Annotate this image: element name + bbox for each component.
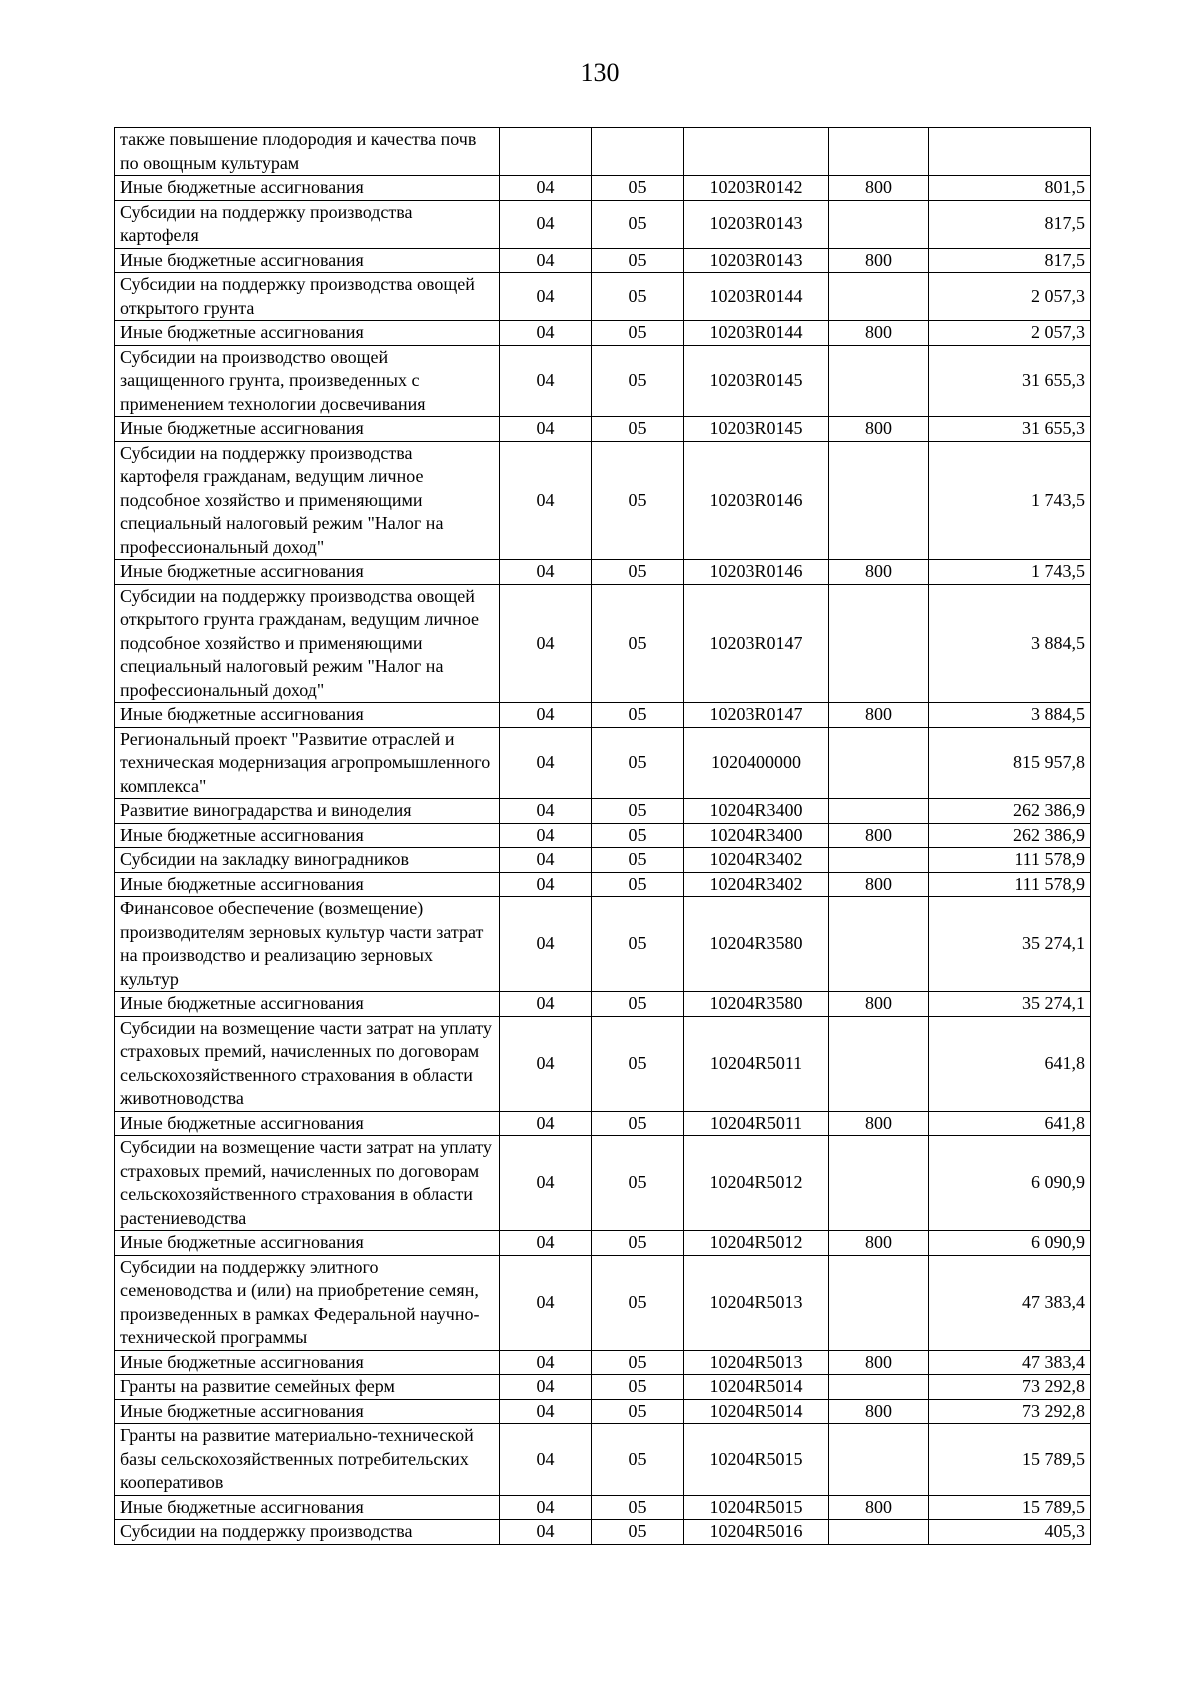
table-row [115, 584, 1091, 703]
row-expense-type-cell: 800 [829, 1231, 929, 1256]
row-target-article-cell: 10204R3400 [684, 799, 829, 824]
row-amount-cell: 15 789,5 [929, 1424, 1091, 1496]
row-subsection-cell: 05 [592, 176, 684, 201]
table-row [115, 872, 1091, 897]
row-section-cell: 04 [500, 1255, 592, 1350]
row-target-article-cell [684, 128, 829, 176]
row-subsection-cell: 05 [592, 848, 684, 873]
row-amount-cell: 111 578,9 [929, 872, 1091, 897]
row-name-cell: Субсидии на возмещение части затрат на уплату страховых премий, начисленных по договорам сельскохозяйственного страхования в области животноводства [115, 1016, 500, 1111]
table-row [115, 1399, 1091, 1424]
row-amount-cell: 2 057,3 [929, 273, 1091, 321]
table-row [115, 345, 1091, 417]
row-section-cell: 04 [500, 248, 592, 273]
row-subsection-cell: 05 [592, 200, 684, 248]
row-amount-cell: 111 578,9 [929, 848, 1091, 873]
row-target-article-cell: 10204R5011 [684, 1111, 829, 1136]
row-section-cell: 04 [500, 872, 592, 897]
row-target-article-cell: 10204R3400 [684, 823, 829, 848]
row-expense-type-cell: 800 [829, 417, 929, 442]
row-expense-type-cell [829, 1255, 929, 1350]
row-expense-type-cell: 800 [829, 1399, 929, 1424]
row-section-cell: 04 [500, 799, 592, 824]
row-target-article-cell: 10204R3402 [684, 848, 829, 873]
row-expense-type-cell [829, 441, 929, 560]
row-target-article-cell: 10203R0143 [684, 200, 829, 248]
row-section-cell: 04 [500, 992, 592, 1017]
row-expense-type-cell [829, 848, 929, 873]
row-target-article-cell: 10203R0143 [684, 248, 829, 273]
row-amount-cell: 817,5 [929, 200, 1091, 248]
row-name-cell: Иные бюджетные ассигнования [115, 1495, 500, 1520]
row-name-cell: Субсидии на поддержку производства овощей открытого грунта [115, 273, 500, 321]
table-row [115, 560, 1091, 585]
table-row [115, 823, 1091, 848]
table-row [115, 703, 1091, 728]
table-row [115, 1350, 1091, 1375]
row-name-cell: Иные бюджетные ассигнования [115, 1350, 500, 1375]
row-target-article-cell: 10204R5014 [684, 1399, 829, 1424]
row-amount-cell: 641,8 [929, 1016, 1091, 1111]
row-subsection-cell: 05 [592, 799, 684, 824]
row-section-cell: 04 [500, 560, 592, 585]
budget-table [114, 127, 1091, 1545]
row-target-article-cell: 10203R0144 [684, 273, 829, 321]
row-section-cell: 04 [500, 1495, 592, 1520]
row-subsection-cell: 05 [592, 823, 684, 848]
row-target-article-cell: 10203R0142 [684, 176, 829, 201]
row-name-cell: Субсидии на возмещение части затрат на уплату страховых премий, начисленных по договорам сельскохозяйственного страхования в области растениеводства [115, 1136, 500, 1231]
row-expense-type-cell [829, 897, 929, 992]
row-target-article-cell: 10204R5011 [684, 1016, 829, 1111]
row-target-article-cell: 10204R5014 [684, 1375, 829, 1400]
row-amount-cell: 262 386,9 [929, 823, 1091, 848]
table-row [115, 848, 1091, 873]
row-name-cell: Иные бюджетные ассигнования [115, 560, 500, 585]
row-subsection-cell: 05 [592, 1520, 684, 1545]
row-amount-cell: 47 383,4 [929, 1350, 1091, 1375]
row-expense-type-cell [829, 1136, 929, 1231]
row-name-cell: Субсидии на производство овощей защищенного грунта, произведенных с применением технологии досвечивания [115, 345, 500, 417]
row-name-cell: Иные бюджетные ассигнования [115, 417, 500, 442]
row-expense-type-cell [829, 345, 929, 417]
row-section-cell: 04 [500, 823, 592, 848]
row-expense-type-cell: 800 [829, 1495, 929, 1520]
row-expense-type-cell: 800 [829, 321, 929, 346]
row-amount-cell: 31 655,3 [929, 417, 1091, 442]
table-row [115, 1016, 1091, 1111]
row-expense-type-cell: 800 [829, 872, 929, 897]
table-row [115, 1495, 1091, 1520]
row-subsection-cell [592, 128, 684, 176]
row-section-cell: 04 [500, 1424, 592, 1496]
row-target-article-cell: 10204R5012 [684, 1136, 829, 1231]
row-section-cell: 04 [500, 1350, 592, 1375]
row-section-cell: 04 [500, 897, 592, 992]
table-row [115, 1424, 1091, 1496]
table-row [115, 321, 1091, 346]
row-subsection-cell: 05 [592, 727, 684, 799]
row-target-article-cell: 10204R5013 [684, 1350, 829, 1375]
row-amount-cell: 31 655,3 [929, 345, 1091, 417]
row-target-article-cell: 10204R5015 [684, 1424, 829, 1496]
row-target-article-cell: 1020400000 [684, 727, 829, 799]
row-section-cell: 04 [500, 176, 592, 201]
row-section-cell: 04 [500, 848, 592, 873]
row-subsection-cell: 05 [592, 1016, 684, 1111]
row-target-article-cell: 10204R5012 [684, 1231, 829, 1256]
row-section-cell [500, 128, 592, 176]
page-number: 130 [580, 58, 620, 87]
row-amount-cell: 35 274,1 [929, 897, 1091, 992]
row-target-article-cell: 10204R3580 [684, 897, 829, 992]
row-section-cell: 04 [500, 703, 592, 728]
row-amount-cell: 3 884,5 [929, 703, 1091, 728]
row-section-cell: 04 [500, 1520, 592, 1545]
row-amount-cell: 641,8 [929, 1111, 1091, 1136]
row-name-cell: Субсидии на поддержку производства овощей открытого грунта гражданам, ведущим личное подсобное хозяйство и применяющими специальный налоговый режим "Налог на профессиональный доход" [115, 584, 500, 703]
row-subsection-cell: 05 [592, 1111, 684, 1136]
row-name-cell: Региональный проект "Развитие отраслей и техническая модернизация агропромышленного комплекса" [115, 727, 500, 799]
row-expense-type-cell [829, 799, 929, 824]
row-subsection-cell: 05 [592, 441, 684, 560]
row-expense-type-cell: 800 [829, 248, 929, 273]
table-row [115, 1375, 1091, 1400]
row-amount-cell [929, 128, 1091, 176]
row-target-article-cell: 10204R5016 [684, 1520, 829, 1545]
row-subsection-cell: 05 [592, 1255, 684, 1350]
row-name-cell: Иные бюджетные ассигнования [115, 1399, 500, 1424]
table-row [115, 273, 1091, 321]
row-target-article-cell: 10203R0147 [684, 584, 829, 703]
row-name-cell: Субсидии на поддержку производства картофеля [115, 200, 500, 248]
row-name-cell: Иные бюджетные ассигнования [115, 248, 500, 273]
table-row [115, 417, 1091, 442]
row-name-cell: Иные бюджетные ассигнования [115, 1111, 500, 1136]
row-section-cell: 04 [500, 200, 592, 248]
row-target-article-cell: 10203R0145 [684, 345, 829, 417]
row-subsection-cell: 05 [592, 1231, 684, 1256]
row-target-article-cell: 10204R5013 [684, 1255, 829, 1350]
row-amount-cell: 815 957,8 [929, 727, 1091, 799]
row-amount-cell: 3 884,5 [929, 584, 1091, 703]
row-subsection-cell: 05 [592, 872, 684, 897]
row-amount-cell: 6 090,9 [929, 1231, 1091, 1256]
row-subsection-cell: 05 [592, 273, 684, 321]
row-amount-cell: 2 057,3 [929, 321, 1091, 346]
table-row [115, 992, 1091, 1017]
row-target-article-cell: 10204R3402 [684, 872, 829, 897]
row-expense-type-cell: 800 [829, 992, 929, 1017]
row-name-cell: Иные бюджетные ассигнования [115, 872, 500, 897]
row-expense-type-cell [829, 200, 929, 248]
row-section-cell: 04 [500, 273, 592, 321]
row-target-article-cell: 10203R0147 [684, 703, 829, 728]
row-section-cell: 04 [500, 1399, 592, 1424]
row-expense-type-cell [829, 584, 929, 703]
row-subsection-cell: 05 [592, 703, 684, 728]
row-amount-cell: 73 292,8 [929, 1399, 1091, 1424]
table-row [115, 200, 1091, 248]
row-name-cell: Финансовое обеспечение (возмещение) производителям зерновых культур части затрат на производство и реализацию зерновых культур [115, 897, 500, 992]
row-name-cell: Субсидии на поддержку производства картофеля гражданам, ведущим личное подсобное хозяйство и применяющими специальный налоговый режим "Налог на профессиональный доход" [115, 441, 500, 560]
row-subsection-cell: 05 [592, 1375, 684, 1400]
row-target-article-cell: 10203R0144 [684, 321, 829, 346]
row-subsection-cell: 05 [592, 1495, 684, 1520]
row-name-cell: Иные бюджетные ассигнования [115, 321, 500, 346]
row-subsection-cell: 05 [592, 417, 684, 442]
row-section-cell: 04 [500, 1231, 592, 1256]
row-section-cell: 04 [500, 584, 592, 703]
row-name-cell: Иные бюджетные ассигнования [115, 823, 500, 848]
row-amount-cell: 6 090,9 [929, 1136, 1091, 1231]
row-name-cell: также повышение плодородия и качества почв по овощным культурам [115, 128, 500, 176]
row-section-cell: 04 [500, 1111, 592, 1136]
row-name-cell: Гранты на развитие материально-технической базы сельскохозяйственных потребительских кооперативов [115, 1424, 500, 1496]
row-target-article-cell: 10203R0146 [684, 560, 829, 585]
table-row [115, 441, 1091, 560]
row-name-cell: Субсидии на поддержку элитного семеноводства и (или) на приобретение семян, произведенных в рамках Федеральной научно-технической программы [115, 1255, 500, 1350]
row-subsection-cell: 05 [592, 248, 684, 273]
table-row [115, 248, 1091, 273]
row-expense-type-cell: 800 [829, 560, 929, 585]
table-row [115, 1255, 1091, 1350]
row-section-cell: 04 [500, 727, 592, 799]
row-subsection-cell: 05 [592, 1136, 684, 1231]
row-subsection-cell: 05 [592, 992, 684, 1017]
row-subsection-cell: 05 [592, 1350, 684, 1375]
table-row [115, 1520, 1091, 1545]
table-row [115, 897, 1091, 992]
table-row [115, 1136, 1091, 1231]
table-row [115, 727, 1091, 799]
row-name-cell: Иные бюджетные ассигнования [115, 992, 500, 1017]
row-subsection-cell: 05 [592, 897, 684, 992]
row-section-cell: 04 [500, 321, 592, 346]
table-row [115, 128, 1091, 176]
row-expense-type-cell: 800 [829, 823, 929, 848]
row-section-cell: 04 [500, 441, 592, 560]
row-expense-type-cell [829, 1520, 929, 1545]
row-expense-type-cell [829, 273, 929, 321]
row-amount-cell: 262 386,9 [929, 799, 1091, 824]
row-amount-cell: 73 292,8 [929, 1375, 1091, 1400]
row-expense-type-cell: 800 [829, 703, 929, 728]
budget-table-body [115, 128, 1091, 1545]
table-row [115, 1231, 1091, 1256]
row-expense-type-cell [829, 1375, 929, 1400]
row-section-cell: 04 [500, 345, 592, 417]
row-expense-type-cell: 800 [829, 176, 929, 201]
row-name-cell: Субсидии на закладку виноградников [115, 848, 500, 873]
table-row [115, 1111, 1091, 1136]
row-amount-cell: 15 789,5 [929, 1495, 1091, 1520]
row-name-cell: Развитие виноградарства и виноделия [115, 799, 500, 824]
row-subsection-cell: 05 [592, 1424, 684, 1496]
row-section-cell: 04 [500, 1375, 592, 1400]
row-target-article-cell: 10203R0145 [684, 417, 829, 442]
row-amount-cell: 1 743,5 [929, 441, 1091, 560]
row-expense-type-cell [829, 1016, 929, 1111]
row-section-cell: 04 [500, 1136, 592, 1231]
row-expense-type-cell [829, 128, 929, 176]
row-subsection-cell: 05 [592, 321, 684, 346]
row-subsection-cell: 05 [592, 345, 684, 417]
row-expense-type-cell: 800 [829, 1111, 929, 1136]
row-subsection-cell: 05 [592, 560, 684, 585]
row-name-cell: Иные бюджетные ассигнования [115, 703, 500, 728]
row-name-cell: Субсидии на поддержку производства [115, 1520, 500, 1545]
row-target-article-cell: 10203R0146 [684, 441, 829, 560]
row-name-cell: Иные бюджетные ассигнования [115, 1231, 500, 1256]
row-subsection-cell: 05 [592, 1399, 684, 1424]
row-target-article-cell: 10204R3580 [684, 992, 829, 1017]
row-target-article-cell: 10204R5015 [684, 1495, 829, 1520]
row-amount-cell: 405,3 [929, 1520, 1091, 1545]
row-expense-type-cell: 800 [829, 1350, 929, 1375]
row-expense-type-cell [829, 1424, 929, 1496]
table-row [115, 176, 1091, 201]
row-section-cell: 04 [500, 1016, 592, 1111]
row-amount-cell: 801,5 [929, 176, 1091, 201]
row-expense-type-cell [829, 727, 929, 799]
row-subsection-cell: 05 [592, 584, 684, 703]
row-name-cell: Иные бюджетные ассигнования [115, 176, 500, 201]
table-row [115, 799, 1091, 824]
row-amount-cell: 1 743,5 [929, 560, 1091, 585]
row-amount-cell: 35 274,1 [929, 992, 1091, 1017]
row-name-cell: Гранты на развитие семейных ферм [115, 1375, 500, 1400]
row-amount-cell: 47 383,4 [929, 1255, 1091, 1350]
row-amount-cell: 817,5 [929, 248, 1091, 273]
row-section-cell: 04 [500, 417, 592, 442]
